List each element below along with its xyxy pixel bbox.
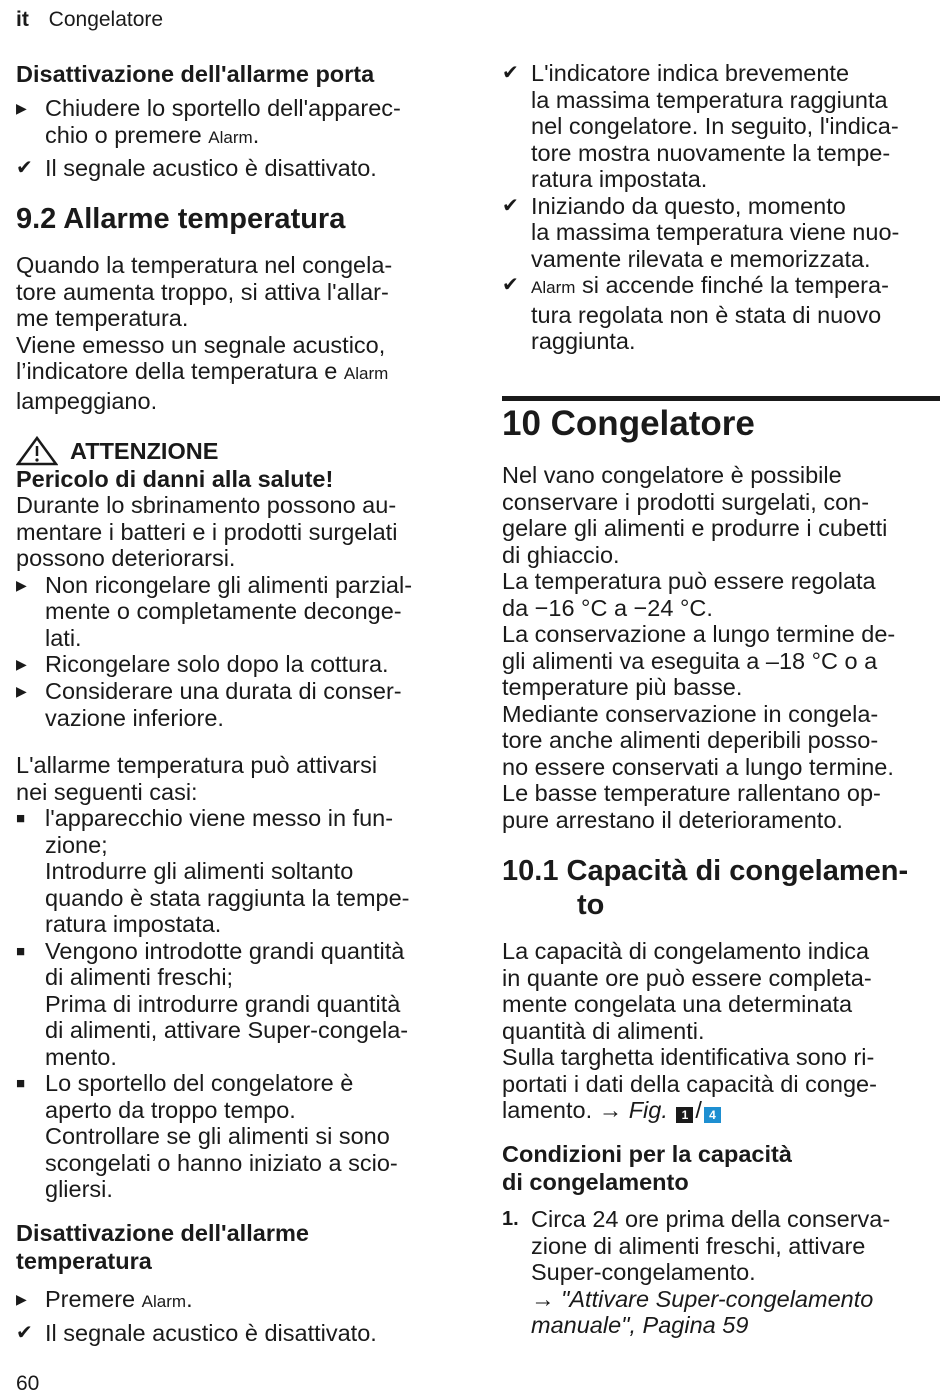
door-step: ▶ Chiudere lo sportello dell'apparec- chio o premere Alarm. [16,95,446,151]
capacity-description: La capacità di congelamento indica in quante ore può essere completa- mente congelata una determinata quantità di alimenti. Sulla targhetta identificativa sono ri- portati i dati della capacità di conge- lamento. → Fig. 1 / 4 [502,938,877,1123]
checkmark-icon: ✔ [16,157,33,179]
figure-1-badge: 1 [676,1107,693,1123]
square-bullet-icon: ■ [16,810,26,827]
page-reference-link[interactable]: → "Attivare Super-congelamento manuale", Pagina 59 [531,1285,874,1338]
language-code: it [16,8,29,31]
door-alarm-heading: Disattivazione dell'allarme porta [16,61,375,87]
warning-step: ▶ Considerare una durata di conser- vazione inferiore. [16,678,402,731]
section-10-title: 10 Congelatore [502,404,755,443]
temperature-alarm-intro: Quando la temperatura nel congela- tore aumenta troppo, si attiva l'allar- me temperatura. Viene emesso un segnale acustico, l’indicatore della temperatura e Alarm lampeggiano. [16,252,393,414]
list-item: ■ Vengono introdotte grandi quantità di alimenti freschi; Prima di introdurre grandi quantità di alimenti, attivare Super-congela- mento. [16,937,409,1070]
list-item: ■ Lo sportello del congelatore è aperto da troppo tempo. Controllare se gli alimenti si sono scongelati o hanno iniziato a scio- gliersi. [16,1070,398,1202]
section-10-1-title: 10.1 Capacità di congelamen- to [502,855,909,921]
temp-result: ✔ Il segnale acustico è disattivato. [16,1319,377,1346]
list-item: ✔ L'indicatore indica brevemente la massima temperatura raggiunta nel congelatore. In seguito, l'indica- tore mostra nuovamente la tempe- ratura impostata. [502,60,899,192]
warning-icon [16,436,58,466]
warning-title: ATTENZIONE [70,438,219,464]
header-title: Congelatore [48,8,164,31]
figure-4-badge: 4 [704,1107,721,1123]
warning-step: ▶ Ricongelare solo dopo la cottura. [16,651,389,677]
list-item: ■ l'apparecchio viene messo in fun- zione; Introdurre gli alimenti soltanto quando è stata raggiunta la tempe- ratura impostata. [16,805,410,937]
warning-step: ▶ Non ricongelare gli alimenti parzial- mente o completamente deconge- lati. [16,571,413,651]
triangle-bullet-icon: ▶ [16,100,27,116]
figure-link[interactable]: Fig. [628,1097,668,1123]
warning-subtitle: Pericolo di danni alla salute! [16,466,334,492]
temp-step: ▶ Premere Alarm. [16,1286,193,1312]
freezer-description: Nel vano congelatore è possibile conservare i prodotti surgelati, con- gelare gli alimenti e produrre i cubetti di ghiaccio. La temperatura può essere regolata da −16 °C a −24 °C. La conservazione a lungo termine de- gli alimenti va eseguita a –18 °C o a temperature più basse. Mediante conservazione in congela- tore anche alimenti deperibili posso- no essere conservati a lungo termine. Le basse temperature rallentano op- pure arrestano il deterioramento. [502,462,896,833]
section-divider [502,396,940,401]
page-number: 60 [16,1372,40,1395]
alarm-key: Alarm [208,127,253,147]
door-result: ✔ Il segnale acustico è disattivato. [16,155,377,181]
section-9-2-title: 9.2 Allarme temperatura [16,203,346,235]
warning-box: ATTENZIONE Pericolo di danni alla salute! Durante lo sbrinamento possono au- mentare i batteri e i prodotti surgelati possono deteriorarsi. ▶ Non ricongelare gli alimenti parzial- mente o completamente deconge- lati. ▶ Ricongelare solo dopo la cottura. ▶ Considerare una durata di conser- vazione inferiore. [16,436,446,731]
page-header [16,8,163,32]
alarm-cases: L'allarme temperatura può attivarsi nei seguenti casi: ■ l'apparecchio viene messo in fun- zione; Introdurre gli alimenti soltanto quando è stata raggiunta la tempe- ratura impostata. ■ Vengono introdotte grandi quantità di alimenti freschi; Prima di introdurre grandi quantità di alimenti, attivare Super-congela- mento. ■ Lo sportello del congelatore è aperto da troppo tempo. Controllare se gli alimenti si sono scongelati o hanno iniziato a scio- gliersi. [16,752,446,1203]
result-list [502,60,940,355]
list-item: ✔ Alarm si accende finché la tempera- tura regolata non è stata di nuovo raggiunta. [502,272,889,354]
step-number: 1. [502,1208,519,1230]
numbered-step: 1. Circa 24 ore prima della conserva- zione di alimenti freschi, attivare Super-congelamento. → "Attivare Super-congelamento manuale", Pagina 59 [502,1206,891,1338]
list-item: ✔ Iniziando da questo, momento la massima temperatura viene nuo- vamente rilevata e memorizzata. [502,192,900,272]
conditions-heading: Condizioni per la capacità di congelamento [502,1141,792,1195]
temp-alarm-heading: Disattivazione dell'allarme temperatura [16,1220,309,1274]
